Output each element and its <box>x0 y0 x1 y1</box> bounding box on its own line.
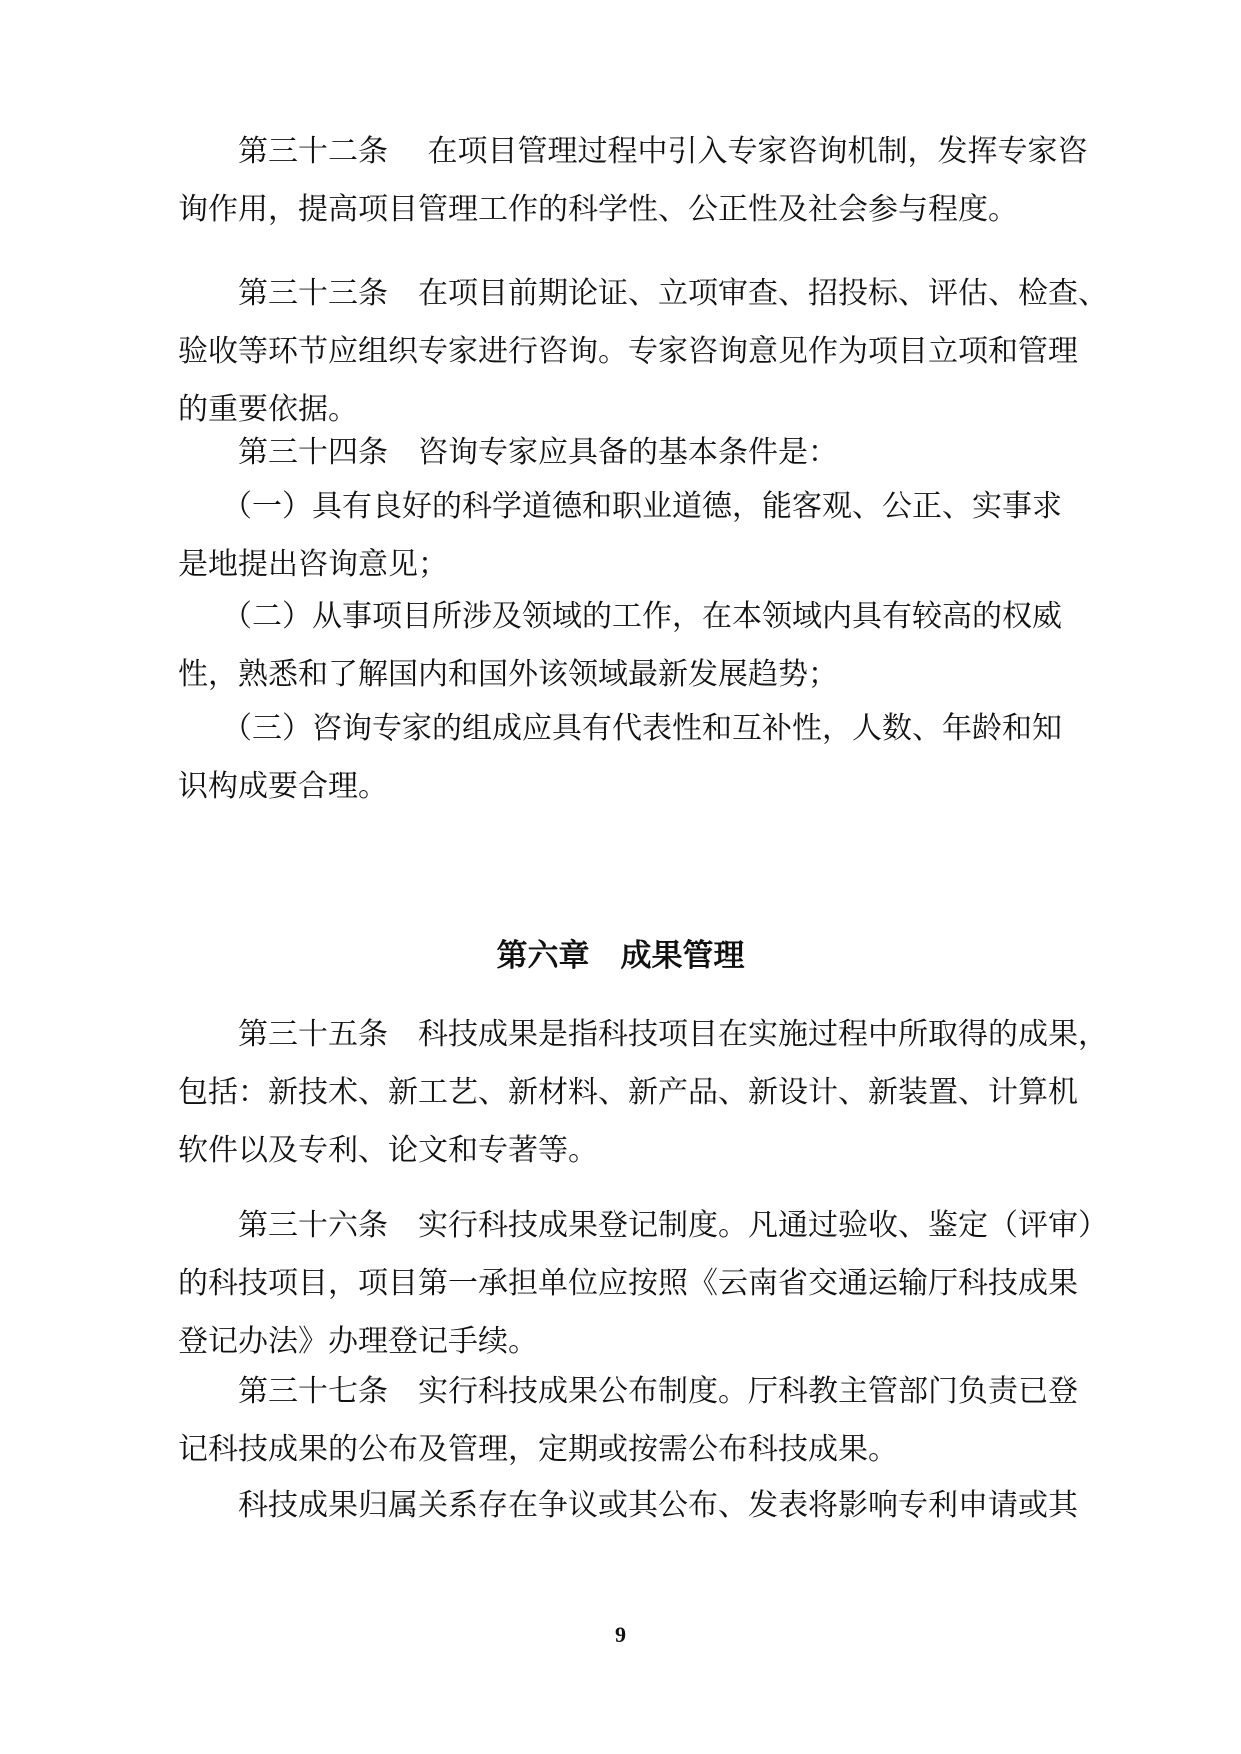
paragraph-line: （二）从事项目所涉及领域的工作，在本领域内具有较高的权威 <box>222 599 1062 634</box>
paragraph-line: 询作用，提高项目管理工作的科学性、公正性及社会参与程度。 <box>178 192 1018 227</box>
article-36-paragraph <box>178 1197 1108 1371</box>
paragraph-line: 第三十三条 在项目前期论证、立项审查、招投标、评估、检查、 <box>238 276 1108 311</box>
article-34-paragraph <box>178 424 1068 482</box>
paragraph-line: 第三十四条 咨询专家应具备的基本条件是： <box>238 435 838 470</box>
paragraph-line: 软件以及专利、论文和专著等。 <box>178 1133 598 1168</box>
article-33-paragraph <box>178 265 1108 439</box>
paragraph-line: 登记办法》办理登记手续。 <box>178 1324 538 1359</box>
condition-item-1 <box>178 478 1068 594</box>
article-37-paragraph <box>178 1363 1078 1479</box>
paragraph-line: 的科技项目，项目第一承担单位应按照《云南省交通运输厅科技成果 <box>178 1266 1078 1301</box>
page-number: 9 <box>615 1622 626 1647</box>
condition-item-2 <box>178 588 1068 704</box>
article-32-paragraph <box>178 123 1088 239</box>
paragraph-line: 验收等环节应组织专家进行咨询。专家咨询意见作为项目立项和管理 <box>178 334 1078 369</box>
paragraph-line: 第三十六条 实行科技成果登记制度。凡通过验收、鉴定（评审） <box>238 1208 1108 1243</box>
paragraph-line: 识构成要合理。 <box>178 769 388 804</box>
paragraph-line: 第三十五条 科技成果是指科技项目在实施过程中所取得的成果， <box>238 1017 1108 1052</box>
condition-item-3 <box>178 700 1068 816</box>
article-35-paragraph <box>178 1006 1108 1180</box>
chapter-heading: 第六章 成果管理 <box>496 938 745 974</box>
continuation-paragraph <box>178 1477 1078 1535</box>
paragraph-line: 的重要依据。 <box>178 392 358 427</box>
paragraph-line: 是地提出咨询意见； <box>178 547 448 582</box>
paragraph-line: 包括：新技术、新工艺、新材料、新产品、新设计、新装置、计算机 <box>178 1075 1078 1110</box>
paragraph-line: （一）具有良好的科学道德和职业道德，能客观、公正、实事求 <box>222 489 1062 524</box>
paragraph-line: 科技成果归属关系存在争议或其公布、发表将影响专利申请或其 <box>238 1488 1078 1523</box>
paragraph-line: 第三十七条 实行科技成果公布制度。厅科教主管部门负责已登 <box>238 1374 1078 1409</box>
paragraph-line: 第三十二条 在项目管理过程中引入专家咨询机制，发挥专家咨 <box>238 134 1088 169</box>
paragraph-line: 记科技成果的公布及管理，定期或按需公布科技成果。 <box>178 1432 898 1467</box>
paragraph-line: 性，熟悉和了解国内和国外该领域最新发展趋势； <box>178 657 838 692</box>
paragraph-line: （三）咨询专家的组成应具有代表性和互补性，人数、年龄和知 <box>222 711 1062 746</box>
